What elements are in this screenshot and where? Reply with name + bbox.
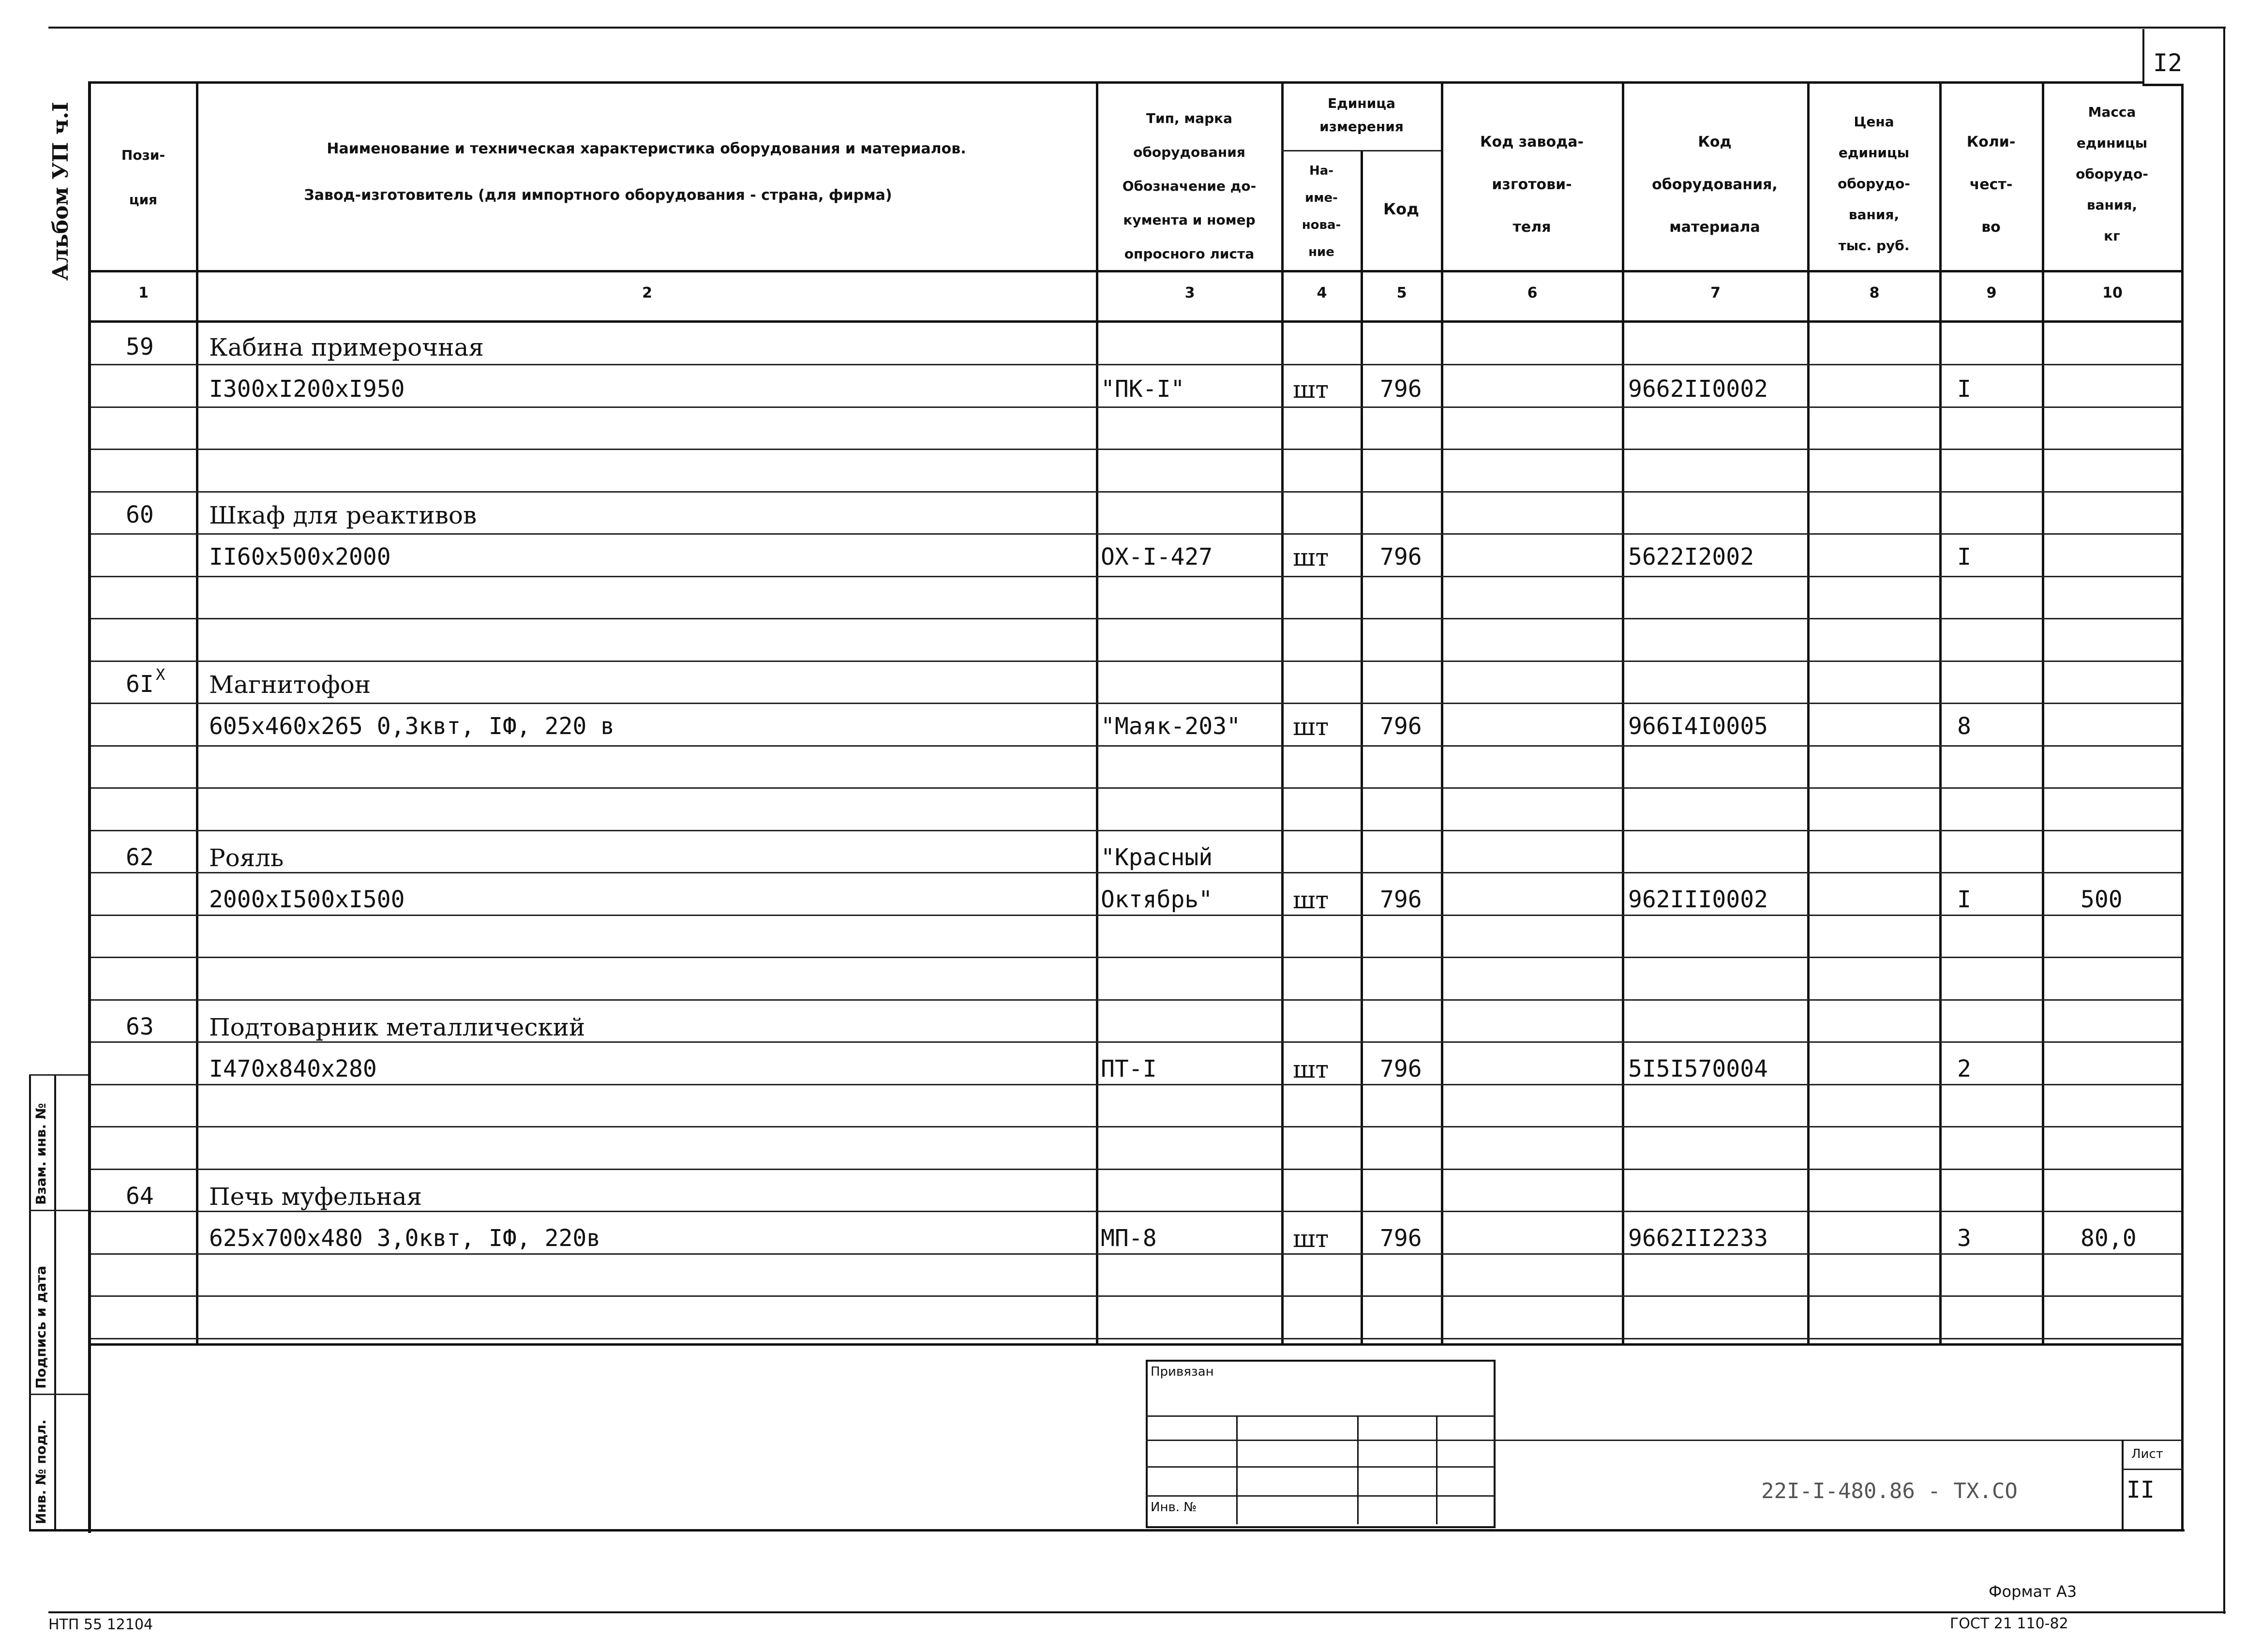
item-type: "ПК-I" <box>1101 375 1185 403</box>
row-separator <box>91 830 2181 831</box>
row-separator <box>91 1211 2181 1212</box>
bottom-outer-border <box>48 1611 2226 1613</box>
header-price-line: вания, <box>1848 207 1900 223</box>
col-line-7 <box>1807 81 1810 1343</box>
item-name: Рояль <box>209 844 284 872</box>
privyazan-label: Привязан <box>1151 1365 1214 1379</box>
item-position: 64 <box>126 1183 154 1210</box>
item-quantity: 3 <box>1957 1225 1971 1252</box>
item-unit-code: 796 <box>1380 713 1422 740</box>
header-price-line: Цена <box>1854 114 1894 130</box>
row-separator <box>91 661 2181 662</box>
column-number: 3 <box>1184 285 1195 301</box>
header-equip-code <box>1624 121 1806 249</box>
item-equipment-code: 966I4I0005 <box>1628 713 1768 740</box>
row-separator <box>91 618 2181 619</box>
header-equip-code-line: оборудования, <box>1652 176 1778 193</box>
footer-gost: ГОСТ 21 110-82 <box>1950 1615 2068 1632</box>
sheet-bottom-line <box>29 1529 2185 1532</box>
header-name-line: Завод-изготовитель (для импортного оборудования - страна, фирма) <box>304 187 892 204</box>
stamp-line <box>1146 1415 1494 1417</box>
footer-format: Формат А3 <box>1989 1582 2077 1601</box>
row-separator <box>91 1295 2181 1297</box>
header-plant-code-line: изготови- <box>1492 176 1572 193</box>
row-separator <box>91 1253 2181 1255</box>
header-unit-name-line: нова- <box>1302 218 1341 232</box>
item-type: МП-8 <box>1101 1225 1157 1252</box>
stamp-line <box>1146 1466 1494 1468</box>
item-position: 6I <box>126 671 154 698</box>
item-unit-code: 796 <box>1380 886 1422 913</box>
item-unit-code: 796 <box>1380 543 1422 571</box>
header-price-line: тыс. руб. <box>1838 238 1910 254</box>
col-line-5 <box>1441 81 1443 1343</box>
unit-group-divider <box>1281 150 1441 151</box>
row-separator <box>91 872 2181 873</box>
item-quantity: 8 <box>1957 713 1971 740</box>
item-equipment-code: 5622I2002 <box>1628 543 1754 571</box>
item-type: "Маяк-203" <box>1101 713 1241 740</box>
side-stamp-signature: Подпись и дата <box>33 1265 49 1389</box>
item-dimensions: I470x840x280 <box>209 1055 377 1082</box>
right-outer-border <box>2223 27 2225 1614</box>
header-unit-line: Единица <box>1328 95 1395 111</box>
list-label: Лист <box>2131 1447 2163 1461</box>
header-price-line: единицы <box>1838 145 1910 161</box>
item-equipment-code: 9662II2233 <box>1628 1225 1768 1252</box>
header-position-line: Пози- <box>121 147 165 163</box>
item-position: 62 <box>126 844 154 871</box>
item-name: Печь муфельная <box>209 1183 422 1211</box>
side-stamp-inv-orig: Инв. № подл. <box>33 1419 49 1524</box>
item-type: Октябрь" <box>1101 886 1213 913</box>
col-line-4 <box>1361 150 1363 1343</box>
column-number: 4 <box>1317 285 1327 301</box>
column-number: 7 <box>1710 285 1721 301</box>
header-mass-line: Масса <box>2088 104 2136 120</box>
corner-box-left <box>2142 29 2144 85</box>
header-type-line: кумента и номер <box>1123 212 1256 228</box>
header-position-line: ция <box>129 192 158 208</box>
header-plant-code-line: теля <box>1512 219 1551 236</box>
column-number: 6 <box>1527 285 1538 301</box>
item-unit: шт <box>1293 543 1329 571</box>
header-quantity-line: чест- <box>1969 176 2013 193</box>
header-unit-line: измерения <box>1319 119 1404 135</box>
header-type <box>1098 102 1280 271</box>
item-unit-code: 796 <box>1380 1225 1422 1252</box>
item-position: 59 <box>126 333 154 360</box>
row-separator <box>91 1338 2181 1339</box>
row-separator <box>91 745 2181 747</box>
table-bottom-line <box>88 1343 2183 1346</box>
item-unit-code: 796 <box>1380 1055 1422 1082</box>
header-unit-code <box>1363 194 1440 225</box>
header-unit-name <box>1283 157 1360 266</box>
row-separator <box>91 1041 2181 1043</box>
col-line-8 <box>1939 81 1942 1343</box>
row-separator <box>91 533 2181 535</box>
header-type-line: Обозначение до- <box>1122 178 1257 194</box>
footer-ntp: НТП 55 12104 <box>48 1616 153 1633</box>
header-equip-code-line: Код <box>1698 134 1732 150</box>
item-dimensions: 625x700x480 3,0квт, IФ, 220в <box>209 1225 601 1252</box>
row-separator <box>91 957 2181 958</box>
item-position: 63 <box>126 1013 154 1040</box>
inventory-number-label: Инв. № <box>1151 1500 1197 1515</box>
header-price-line: оборудо- <box>1838 176 1910 192</box>
item-unit: шт <box>1293 1055 1329 1083</box>
table-top-border-right <box>2142 84 2184 86</box>
side-stamp-left <box>29 1074 31 1529</box>
header-mass <box>2044 97 2180 252</box>
header-price <box>1810 106 1938 261</box>
row-separator <box>91 406 2181 408</box>
side-stamp-line <box>29 1394 88 1395</box>
stamp-main-line <box>1494 1440 2183 1441</box>
item-name: Кабина примерочная <box>209 333 484 361</box>
item-quantity: I <box>1957 543 1971 571</box>
row-separator <box>91 449 2181 450</box>
side-stamp-line <box>29 1074 88 1076</box>
column-number: 9 <box>1986 285 1997 301</box>
column-number: 8 <box>1869 285 1880 301</box>
row-separator <box>91 576 2181 577</box>
col-line-3 <box>1281 81 1284 1343</box>
header-mass-line: оборудо- <box>2076 166 2148 182</box>
item-dimensions: I300xI200xI950 <box>209 375 405 403</box>
item-equipment-code: 5I5I570004 <box>1628 1055 1768 1082</box>
item-position: 60 <box>126 501 154 528</box>
item-unit: шт <box>1293 713 1329 741</box>
list-box-mid <box>2122 1469 2183 1470</box>
item-position-mark: X <box>156 665 165 684</box>
row-separator <box>91 1126 2181 1127</box>
item-name: Магнитофон <box>209 671 371 699</box>
privyazan-box <box>1146 1360 1496 1528</box>
header-mass-line: кг <box>2104 228 2120 244</box>
item-name: Шкаф для реактивов <box>209 501 477 529</box>
header-equip-code-line: материала <box>1669 219 1760 236</box>
item-dimensions: 605x460x265 0,3квт, IФ, 220 в <box>209 713 615 740</box>
header-quantity-line: Коли- <box>1966 134 2016 150</box>
item-dimensions: 2000xI500xI500 <box>209 886 405 913</box>
item-equipment-code: 962III0002 <box>1628 886 1768 913</box>
album-label: Альбом УП ч.I <box>48 102 73 281</box>
column-number: 1 <box>138 285 149 301</box>
row-separator <box>91 1084 2181 1085</box>
item-quantity: I <box>1957 375 1971 403</box>
col-line-9 <box>2042 81 2044 1343</box>
stamp-line <box>1146 1495 1494 1497</box>
item-quantity: I <box>1957 886 1971 913</box>
row-separator <box>91 364 2181 365</box>
header-plant-code-line: Код завода- <box>1480 134 1584 150</box>
stamp-line <box>1146 1440 1494 1441</box>
header-quantity <box>1941 121 2041 249</box>
header-plant-code <box>1443 121 1621 249</box>
stamp-col-line <box>1357 1415 1359 1524</box>
number-row-bottom-line <box>88 320 2183 323</box>
table-top-border <box>88 81 2144 84</box>
side-stamp-replaced-inv: Взам. инв. № <box>33 1103 49 1205</box>
header-unit-name-line: име- <box>1305 191 1338 205</box>
item-unit: шт <box>1293 886 1329 914</box>
item-type-line1: "Красный <box>1101 844 1213 871</box>
top-border-line <box>48 27 2226 29</box>
header-mass-line: единицы <box>2076 135 2148 151</box>
item-type: ОХ-I-427 <box>1101 543 1213 571</box>
item-dimensions: II60x500x2000 <box>209 543 391 571</box>
row-separator <box>91 1169 2181 1170</box>
side-stamp-mid <box>54 1074 56 1529</box>
item-name: Подтоварник металлический <box>209 1013 585 1041</box>
list-number: II <box>2126 1476 2155 1503</box>
header-type-line: Тип, марка <box>1146 110 1233 126</box>
header-unit-code-line: Код <box>1383 200 1419 218</box>
item-type: ПТ-I <box>1101 1055 1157 1082</box>
item-unit: шт <box>1293 1225 1329 1253</box>
side-stamp-line <box>29 1210 88 1211</box>
header-mass-line: вания, <box>2086 197 2138 213</box>
item-mass: 500 <box>2081 886 2123 913</box>
row-separator <box>91 703 2181 704</box>
row-separator <box>91 491 2181 493</box>
row-separator <box>91 999 2181 1001</box>
item-unit: шт <box>1293 375 1329 404</box>
corner-sheet-number: I2 <box>2153 49 2183 77</box>
header-type-line: оборудования <box>1133 144 1245 160</box>
header-unit-name-line: ние <box>1308 245 1334 259</box>
col-line-1 <box>196 81 198 1343</box>
row-separator <box>91 787 2181 789</box>
header-unit-group <box>1283 92 1440 138</box>
item-quantity: 2 <box>1957 1055 1971 1082</box>
header-name <box>198 126 1094 219</box>
header-unit-name-line: На- <box>1309 164 1334 178</box>
table-right-border <box>2181 85 2184 1532</box>
header-type-line: опросного листа <box>1124 246 1255 262</box>
column-number: 2 <box>642 285 652 301</box>
item-equipment-code: 9662II0002 <box>1628 375 1768 403</box>
row-separator <box>91 915 2181 916</box>
stamp-col-line <box>1436 1415 1437 1524</box>
list-box-left <box>2122 1440 2124 1529</box>
item-mass: 80,0 <box>2081 1225 2137 1252</box>
document-code: 22I-I-480.86 - ТХ.СО <box>1761 1479 2018 1503</box>
item-unit-code: 796 <box>1380 375 1422 403</box>
col-line-6 <box>1622 81 1624 1343</box>
column-number: 10 <box>2102 285 2123 301</box>
header-quantity-line: во <box>1981 219 2001 236</box>
header-name-line: Наименование и техническая характеристика оборудования и материалов. <box>327 140 966 157</box>
stamp-col-line <box>1236 1415 1238 1524</box>
column-number: 5 <box>1396 285 1407 301</box>
